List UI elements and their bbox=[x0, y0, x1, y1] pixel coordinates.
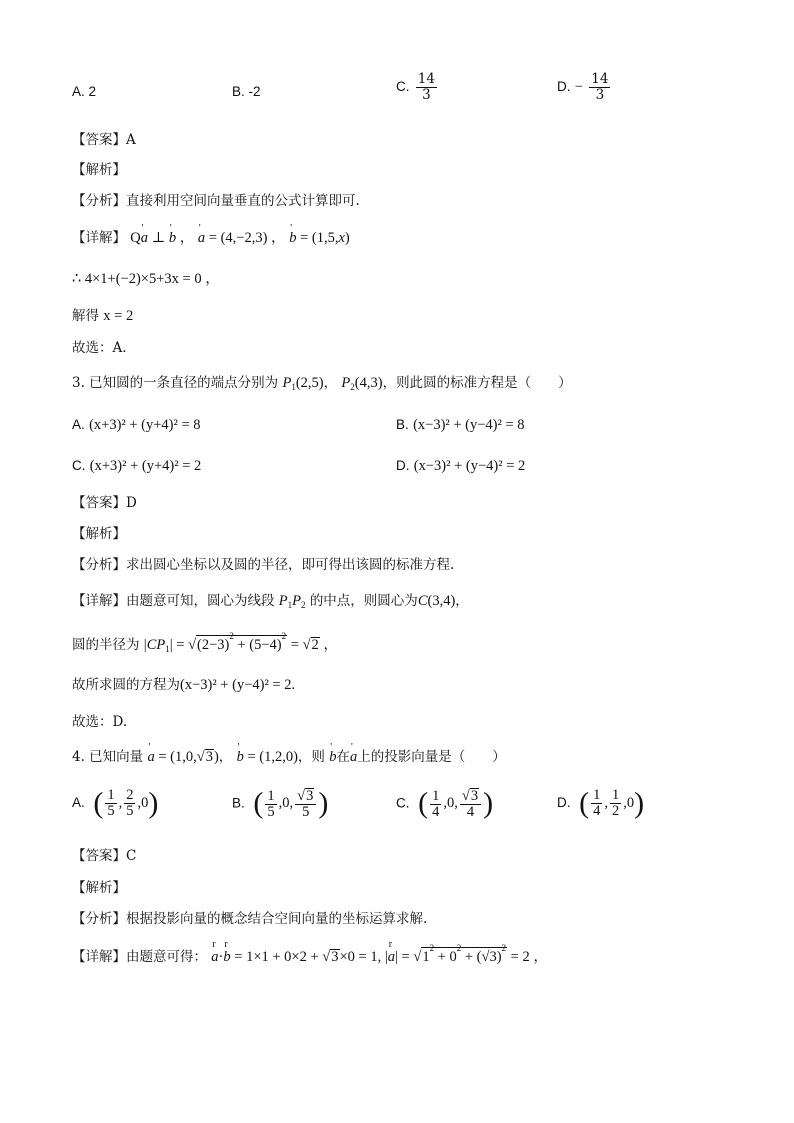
q2-solve: 解得 x = 2 bbox=[72, 308, 134, 324]
q4-option-d: D. ( $\frac{1}{4}$ , $\frac{1}{2}$ ,0) bbox=[557, 786, 645, 820]
q2-option-d: D. − $\frac{14}{3}$ bbox=[557, 71, 609, 103]
q2-fenxi: 【分析】直接利用空间向量垂直的公式计算即可. bbox=[72, 193, 360, 209]
q3-radius: 圆的半径为 $|CP_1| = √(2-3)^2 + (5-4)^2 = √2$ ， bbox=[72, 631, 338, 654]
q4-option-b: B. ( $\frac{1}{5}$ ,0, $\frac{√3}{5}$ ) bbox=[232, 787, 329, 820]
q2-choose: 故选：A. bbox=[72, 340, 127, 356]
q3-answer: 【答案】D bbox=[72, 495, 137, 511]
q3-choose: 故选：D. bbox=[72, 714, 128, 730]
q3-fenxi: 【分析】求出圆心坐标以及圆的半径，即可得出该圆的标准方程. bbox=[72, 557, 455, 573]
q4-xiangjie: 【详解】由题意可得： r a·r b = 1×1 + 0×2 + √3×0 = 1, |r $a| = √1^2 + 0^2 + (√3)^2 = 2$ ， bbox=[72, 947, 548, 967]
q2-option-d-fraction: $\frac{14}{3}$ bbox=[591, 71, 609, 103]
q3-option-a: A. (x+3)² + (y+4)² = 8 bbox=[72, 417, 201, 433]
q3-xiangjie: 【详解】由题意可知，圆心为线段 $P_1P_2$ 的中点，则圆心为C(3,4)， bbox=[72, 593, 469, 610]
q4-option-c: C. ( $\frac{1}{4}$ ,0, $\frac{√3}{4}$ ) bbox=[396, 787, 494, 820]
q2-answer: 【答案】A bbox=[72, 132, 136, 148]
q2-option-a: A. 2 bbox=[72, 84, 97, 99]
q4-option-a: A. ( $\frac{1}{5}$ , $\frac{2}{5}$ ,0) bbox=[72, 786, 159, 820]
q2-xiangjie: 【详解】 Q' a ⊥ ' b ， ' a = (4,−2,3) ， ' b = (1,5,x) bbox=[72, 228, 350, 248]
q2-option-c: C. $\frac{14}{3}$ bbox=[396, 71, 435, 103]
q2-option-b: B. -2 bbox=[232, 84, 261, 99]
q3-option-b: B. (x−3)² + (y−4)² = 8 bbox=[396, 417, 525, 433]
q4-fenxi: 【分析】根据投影向量的概念结合空间向量的坐标运算求解. bbox=[72, 911, 428, 927]
q2-analysis-header: 【解析】 bbox=[72, 162, 126, 178]
q2-option-c-fraction: $\frac{14}{3}$ bbox=[417, 71, 435, 103]
q3-option-d: D. (x−3)² + (y−4)² = 2 bbox=[396, 458, 526, 474]
q3-option-c: C. (x+3)² + (y+4)² = 2 bbox=[72, 458, 202, 474]
q3-analysis-header: 【解析】 bbox=[72, 526, 126, 542]
q4-analysis-header: 【解析】 bbox=[72, 880, 126, 896]
q2-equation: ∴ 4×1+(−2)×5+3x = 0 ， bbox=[72, 271, 220, 287]
q3-stem: 3. 已知圆的一条直径的端点分别为 $P_1(2,5)$， $P_2(4,3)$，则此圆的标准方程是（ ） bbox=[72, 375, 572, 392]
q4-stem: 4. 已知向量 ' a = (1,0,√3)， ' b = (1,2,0)，则 ' b在' a上的投影向量是（ ） bbox=[72, 747, 506, 767]
q4-answer: 【答案】C bbox=[72, 848, 137, 864]
q3-final: 故所求圆的方程为(x−3)² + (y−4)² = 2. bbox=[72, 677, 296, 693]
